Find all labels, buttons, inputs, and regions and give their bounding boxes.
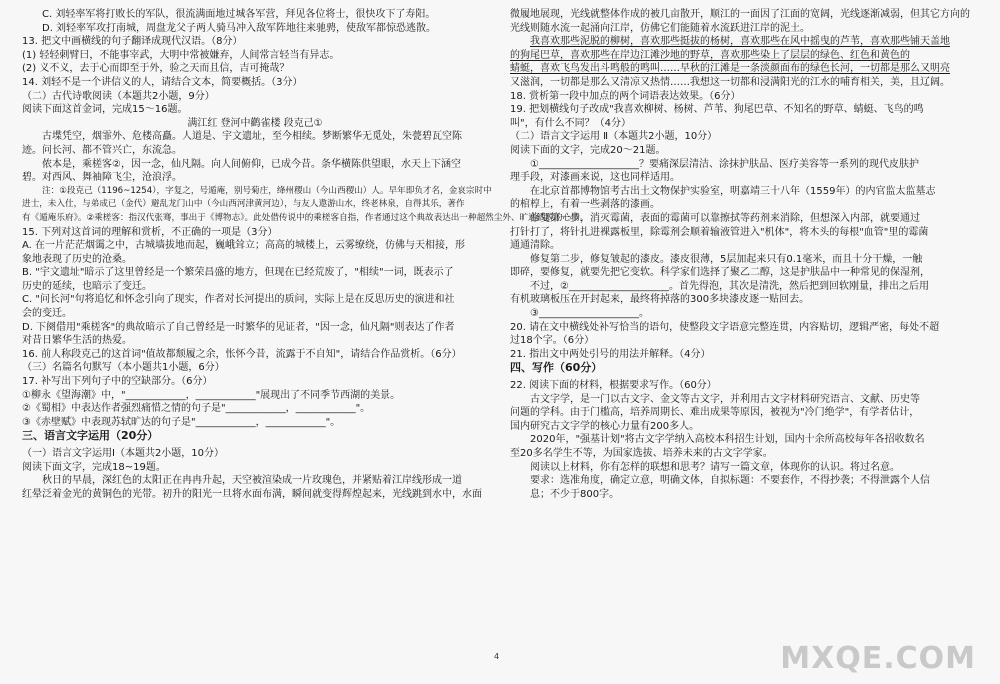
- text-line: 阅读以上材料，你有怎样的联想和思考？请写一篇文章，体现你的认识。将过名意。: [530, 461, 900, 473]
- text-line: 修复第二步，修复皱起的漆皮。漆皮很薄，5层加起来只有0.1毫米，而且十分干燥，一触: [530, 253, 923, 265]
- text-line: 16. 前人称段克己的这首词"值故都颓履之余，怅怀今昔，流露于不自知"，请结合作品赏析。（6分）: [22, 348, 462, 360]
- text-line: 过18个字。（6分）: [510, 335, 595, 347]
- text-line: 四、写作（60分）: [510, 361, 603, 375]
- text-line: 光线则随水流一起涌向江岸，仿佛它们能随着水流跃进江岸的泥土。: [510, 22, 810, 34]
- text-line: （一）语言文字运用Ⅰ（本题共2小题，10分）: [22, 448, 225, 459]
- text-line: 13. 把文中画横线的句子翻译成现代汉语。（8分）: [22, 36, 243, 48]
- text-line: 对昔日繁华生活的热爱。: [22, 335, 132, 347]
- text-line: D. 下阕借用"乘槎客"的典故暗示了自己曾经是一时繁华的见证者，"因一念，仙凡隔"则表达了作者: [22, 321, 455, 333]
- text-line: 微履地展现，光线就整体作成的被几亩散开，顺江的一面因了江面的宽阔，光线逐渐减弱，但其它方向的: [510, 9, 970, 20]
- text-line: 至20多名学生不等，为国家选拔、培养未来的古文字学家。: [510, 448, 773, 459]
- text-line: 的狗尾巴草，喜欢那些在岸边江滩沙地的野草，喜欢那些染上了层层的绿色、红色和黄色的: [510, 49, 910, 61]
- text-line: ③《赤壁赋》中表现苏轼旷达的句子是"____________，____________"。: [22, 416, 341, 428]
- text-line: 碧。对西风、舞袖障飞尘，沧浪浮。: [22, 172, 182, 184]
- text-line: 历史的延续，也暗示了变迁。: [22, 280, 152, 292]
- text-line: D. 刘轻率军攻打南城，周盘龙父子两人骑马冲入敌军阵地往来驰骋，使敌军都惊恐逃散。: [42, 22, 437, 34]
- text-line: （三）名篇名句默写（本小题共1小题，6分）: [22, 362, 225, 374]
- text-line: ②《蜀相》中表达作者强烈痛惜之情的句子是"____________，____________"。: [22, 403, 371, 415]
- text-line: 侬本是，乘槎客②，因一念，仙凡隔。向人间俯仰，已成今昔。条华横陈供望眼，水天上下涵空: [42, 158, 461, 170]
- text-line: 的棺椁上，有着一些剥落的漆画。: [510, 199, 660, 211]
- text-line: 2020年，"强基计划"将古文字学纳入高校本科招生计划，国内十余所高校每年各招收数名: [530, 434, 925, 446]
- text-line: 秋日的早晨，深红色的太阳正在冉冉升起，天空被渲染成一片玫瑰色，并紧贴着江岸线形成一道: [42, 475, 462, 487]
- text-line: ①____________________？要痛深层清洁、涂抹护肤品、医疗美容等一系列的现代皮肤护: [530, 158, 919, 170]
- text-line: 红晕泛着金光的黄铜色的光带。初升的阳光一旦将水面布满，瞬间就变得辉煌起来，光线跳到水中，水面: [22, 488, 482, 500]
- text-line: 我喜欢那些泥脱的柳树，喜欢那些挺拔的杨树，喜欢那些在风中摇曳的芦苇，喜欢那些铺天盖地: [530, 36, 950, 48]
- text-line: 又滋润，一切都是那么又清凉又热情……我想这一切都和浸满阳光的江水的哺育相关，美，且辽阔。: [510, 76, 950, 88]
- text-line: 不过，②____________________。首先得泡，其次是清洗，然后把到回软刚量，排出之后用: [530, 280, 929, 292]
- watermark-logo: MXQE.COM: [780, 641, 976, 676]
- text-line: 阅读下面文字，完成18~19题。: [22, 461, 166, 473]
- text-line: 三、语言文字运用（20分）: [22, 429, 159, 443]
- text-line: 要求：选准角度，确定立意，明确文体，自拟标题：不要套作，不得抄袭；不得泄露个人信: [530, 475, 930, 487]
- text-line: （二）语言文字运用 Ⅱ（本题共2小题，10分）: [510, 131, 718, 143]
- text-line: 在北京首都博物馆考古出土文物保护实验室，明嘉靖三十八年（1559年）的内官监太监墓志: [530, 185, 936, 197]
- text-line: 通通清除。: [510, 240, 560, 252]
- text-line: 20. 请在文中横线处补写恰当的语句，使整段文字语意完整连贯，内容贴切，逻辑严密，每处不超: [510, 321, 940, 333]
- text-line: A. 在一片茫茫烟霭之中，古城墙拔地而起，巍峨耸立；高高的城楼上，云雾缭绕，仿佛与天相接，形: [22, 240, 466, 252]
- text-line: 有机玻璃板压在开封起来，最终将掉落的300多块漆皮逐一贴回去。: [510, 294, 810, 306]
- page-number: 4: [494, 652, 500, 661]
- text-line: C. "问长河"句将追忆和怀念引向了现实，作者对长河提出的质问，实际上是在反思历史的演进和社: [22, 294, 455, 306]
- text-line: 古堞凭空，烟霏外、危楼高矗。人道是、宇文遗址，至今相续。梦断繁华无觅处，朱甍碧瓦空陈: [42, 131, 462, 143]
- text-line: 古文字学，是一门以古文字、金文等古文字，并利用古文字材料研究语言、文献、历史等: [530, 393, 920, 405]
- text-line: 迹。问长河、都不管兴亡，东流急。: [22, 144, 182, 156]
- text-line: 打针打了，将针扎进裸露板里，除霉剂会顺着输液管进入"机体"，将木头的每根"血管"里的霉菌: [510, 226, 929, 238]
- text-line: 理手段，对漆画来说，这也同样适用。: [510, 172, 680, 184]
- text-line: B. "宇文遗址"暗示了这里曾经是一个繁荣昌盛的地方，但现在已经荒废了，"相续"一词，既表示了: [22, 267, 454, 279]
- text-line: 阅读下面这首金词，完成15～16题。: [22, 104, 188, 116]
- text-line: 18. 赏析第一段中加点的两个词语表达效果。（6分）: [510, 90, 741, 102]
- text-line: 有《遁庵乐府》。②乘槎客：指汉代张骞，事出于《博物志》。此处借传说中的乘槎客自指，作者通过这个典故表达出一种超然尘外、旷达洒脱的心情。: [22, 212, 589, 223]
- text-line: 国内研究古文字学的核心力量有200多人。: [510, 420, 700, 432]
- text-line: 22. 阅读下面的材料，根据要求写作。（60分）: [510, 380, 717, 392]
- text-line: 14. 刘轻不是一个讲信义的人，请结合文本，简要概括。（3分）: [22, 76, 303, 88]
- text-line: 进士，未入仕，与弟成已（金代）避乱龙门山中（今山西河津黄河边），与友人遨游山水，终老林泉，自得其乐，著作: [22, 199, 465, 210]
- text-line: (1) 轻轻刺臂曰，不能事宰武，大明中常被嫌弃，人间常言轻当有异志。: [22, 49, 340, 61]
- text-line: 修复第一步，消灭霉菌，表面的霉菌可以靠擦拭等药剂来消除，但想深入内部，就要通过: [530, 212, 920, 224]
- text-line: ①柳永《望海潮》中，"____________，____________"展现出了不同季节西湖的美景。: [22, 389, 401, 401]
- text-line: 即碎，要修复，就要先把它变软。科学家们选择了聚乙二醇，这是护肤品中一种常见的保湿剂，: [510, 267, 930, 279]
- text-line: 叫"，有什么不同？（4分）: [510, 117, 631, 129]
- text-line: 象地表现了历史的沧桑。: [22, 253, 132, 265]
- text-line: 阅读下面的文字，完成20～21题。: [510, 144, 666, 156]
- right-column: [510, 8, 986, 501]
- text-line: 满江红 登河中鹳雀楼 段克己①: [187, 117, 323, 129]
- text-line: C. 刘轻率军将打败长的军队，很流满面地过城各军营，拜见各位将士，很快攻下了寿阳。: [42, 9, 436, 20]
- text-line: 注：①段克己（1196~1254），字复之，号遁庵，别号菊庄，绛州稷山（今山西稷山）人。早年即负才名，金哀宗时中: [42, 185, 492, 196]
- text-line: 息；不少于800字。: [530, 488, 620, 500]
- text-line: （二）古代诗歌阅读（本题共2小题，9分）: [22, 90, 215, 102]
- text-line: 问题的学科。由于门槛高，培养周期长、难出成果等原因，被视为"冷门绝学"，有学者估计，: [510, 407, 920, 419]
- text-line: 19. 把划横线句子改成"我喜欢柳树、杨树、芦苇、狗尾巴草、不知名的野草、蜻蜓、飞鸟的鸣: [510, 104, 924, 116]
- text-line: 蜻蜓，喜欢飞鸟发出斗鸣般的鸣叫……早秋的江滩是一条淡颜面布的绿色长河，一切都是那么又明亮: [510, 63, 950, 75]
- text-line: 会的变迁。: [22, 308, 72, 320]
- text-line: 17. 补写出下列句子中的空缺部分。（6分）: [22, 376, 213, 388]
- text-line: (2) 义不义，去于心而即至于外，验之天而且信，吉可掩哉？: [22, 63, 290, 75]
- text-line: 21. 指出文中两处引号的用法并解释。（4分）: [510, 348, 711, 360]
- text-line: ③____________________。: [530, 308, 649, 320]
- text-line: 15. 下列对这首词的理解和赏析，不正确的一项是（3分）: [22, 226, 278, 238]
